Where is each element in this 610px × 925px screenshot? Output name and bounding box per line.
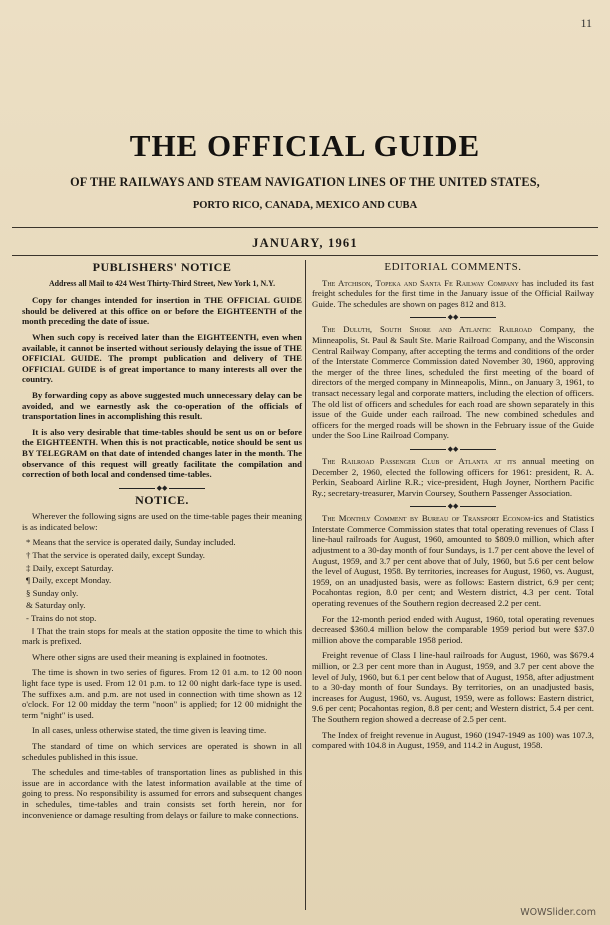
- publishers-notice-heading: PUBLISHERS' NOTICE: [92, 260, 232, 274]
- symbol-item: ¶ Daily, except Monday.: [26, 575, 112, 586]
- editorial-item: [312, 456, 594, 498]
- notice-paragraph: The schedules and time-tables of transportation lines as published in this issue are in accordance with the latest information available at the time of going to press. No responsibility is assumed for errors and subsequent changes in schedules, time-tables and train consists set forth herein, nor for inconvenience or damage resulting from delays or failure to make connections.: [22, 767, 302, 820]
- mail-address: Address all Mail to 424 West Thirty-Third Street, New York 1, N.Y.: [48, 278, 276, 288]
- editorial-lead: The Railroad Passenger Club of Atlanta at its: [322, 455, 517, 466]
- editorial-text: annual meeting on December 2, 1960, elected the following officers for 1961: president, R. A. Perkin, Seaboard Airline R.R.; vice-president, Hugh Joyner, Northern Pacific Ry.; secretary-treasurer, Marvin Coursey, Southern Passenger Association.: [312, 455, 594, 498]
- symbol-item: § Sunday only.: [26, 587, 79, 598]
- editorial-paragraph: For the 12-month period ended with August, 1960, total operating revenues decreased $360.4 million below the comparable 1959 period but were $37.0 million above the comparable 1958 period.: [312, 613, 594, 645]
- editorial-paragraph: Freight revenue of Class I line-haul railroads for August, 1960, was $679.4 million, or 2.3 per cent more than in August, 1959, and 3.7 per cent above the level of July, 1960, but 6.1 per cent below that of August, 1958, after adjustment to a 30-day month of four Sundays. By territories, on an unadjusted basis, increases for August, 1960, vs. August, 1959, were as follows: Eastern district, 9.6 per cent; Pocahontas region, 8.8 per cent; and Western district, 5.4 per cent. The Southern region showed a decrease of 2.5 per cent.: [312, 650, 594, 724]
- symbol-item: - Trains do not stop.: [26, 613, 97, 624]
- publishers-paragraph: When such copy is received later than the EIGHTEENTH, even when available, it cannot be inserted without seriously delaying the issue of THE OFFICIAL GUIDE. The prompt publication and delivery of THE OFFICIAL GUIDE is of great importance to many interests all over the country.: [22, 331, 302, 385]
- notice-paragraph: The time is shown in two series of figures. From 12 01 a.m. to 12 00 noon light face type is used. From 12 01 p.m. to 12 00 night dark-face type is used. The suffixes a.m. and p.m. are not used in connection with time shown as 12 o'clock. For 12 00 midday the term "noon" is applied; for 12 00 midnight the term "night" is used.: [22, 667, 302, 720]
- subtitle-line-2: PORTO RICO, CANADA, MEXICO AND CUBA: [192, 200, 418, 211]
- editorial-lead: The Duluth, South Shore and Atlantic Railroad: [322, 324, 532, 335]
- issue-date: JANUARY, 1961: [252, 236, 358, 250]
- publishers-paragraph: It is also very desirable that time-tables should be sent us on or before the EIGHTEENTH. When this is not practicable, notice should be sent us BY TELEGRAM on that date of intended changes later in the month. The observance of this request will greatly facilitate the compilation and correction of both local and condensed time-tables.: [22, 426, 302, 480]
- editorial-text: ics and Statistics Interstate Commerce Commission states that total operating revenues of Class I line-haul railroads for August, 1960, amounted to $809.0 million, which after adjustment to a 30-day month of four Sundays, is 1.7 per cent above the level of August, 1959, and 3.7 per cent above that of July, 1960, but 5.6 per cent below the level of August, 1958. By territories, increases for August, 1960, vs. August, 1959, on an unadjusted basis, were as follows: Eastern district, 6.9 per cent; Pocahontas region, 8.0 per cent; and Western district, 4.3 per cent. Total operating revenues of the Southern region decreased 2.2 per cent.: [312, 513, 594, 609]
- editorial-item: [312, 324, 594, 441]
- notice-intro: Wherever the following signs are used on the time-table pages their meaning is as indicated below:: [22, 511, 302, 532]
- editorial-item: [312, 513, 594, 608]
- notice-paragraph: The standard of time on which services are operated is shown in all schedules published in this issue.: [22, 740, 302, 762]
- editorial-text: has included its fast freight schedules for the first time in the January issue of the Official Railway Guide. The schedules are shown on pages 812 and 813.: [312, 277, 594, 309]
- editorial-lead: The Monthly Comment by Bureau of Transport Econom-: [322, 513, 534, 524]
- symbol-item: † That the service is operated daily, except Sunday.: [26, 550, 205, 561]
- notice-heading: NOTICE.: [135, 492, 189, 507]
- ornament-divider: ◆◆: [312, 445, 594, 453]
- editorial-text: Company, the Minneapolis, St. Paul & Sault Ste. Marie Railroad Company, and the Wisconsin Central Railway Company, after accepting the terms and conditions of the order of the Interstate Commerce Commission dated November 30, 1960, approving the merger of the three lines, scheduled the first meeting of the board of directors of the merged company in Minneapolis, Minn., on January 3, 1961, to transact necessary legal and corporate matters, including the election of officers. The old list of officers and schedules for each road are shown separately in this issue of the Guide under each railroad. The new combined schedules and officers for the merged roads will be shown in the February issue of the Guide under the Soo Line Railroad Company.: [312, 324, 594, 441]
- column-divider: [305, 260, 306, 910]
- ornament-divider: ◆◆: [312, 502, 594, 510]
- ornament-divider: ◆◆: [22, 484, 302, 492]
- editorial-lead: The Atchison, Topeka and Santa Fe Railway Company: [322, 277, 519, 288]
- date-divider: [12, 255, 598, 256]
- editorial-item: [312, 278, 594, 310]
- notice-paragraph: Where other signs are used their meaning is explained in footnotes.: [32, 651, 268, 662]
- subtitle-line-1: OF THE RAILWAYS AND STEAM NAVIGATION LINES OF THE UNITED STATES,: [70, 175, 540, 189]
- editorial-heading: EDITORIAL COMMENTS.: [384, 261, 522, 273]
- symbol-item: * Means that the service is operated daily, Sunday included.: [26, 537, 236, 548]
- publishers-paragraph: Copy for changes intended for insertion in THE OFFICIAL GUIDE should be delivered at this office on or before the EIGHTEENTH of the month preceding the date of issue.: [22, 295, 302, 327]
- ornament-divider: ◆◆: [312, 313, 594, 321]
- symbol-item: & Saturday only.: [26, 600, 86, 611]
- right-column: [312, 262, 594, 756]
- top-divider: [12, 227, 598, 228]
- notice-paragraph: ‖ That the train stops for meals at the station opposite the time to which this mark is prefixed.: [22, 625, 302, 647]
- left-column: [22, 262, 302, 825]
- watermark-text: WOWSlider.com: [520, 907, 596, 918]
- page-number: 11: [580, 16, 592, 30]
- publishers-paragraph: By forwarding copy as above suggested much unnecessary delay can be avoided, and we earnestly ask the co-operation of the officials of transportation lines in accomplishing this result.: [22, 389, 302, 422]
- page-title: THE OFFICIAL GUIDE: [129, 128, 481, 163]
- notice-paragraph: In all cases, unless otherwise stated, the time given is leaving time.: [32, 725, 267, 736]
- symbol-item: ‡ Daily, except Saturday.: [26, 562, 114, 573]
- editorial-paragraph: The Index of freight revenue in August, 1960 (1947-1949 as 100) was 107.3, compared with 104.8 in August, 1959, and 114.2 in August, 1958.: [312, 729, 594, 751]
